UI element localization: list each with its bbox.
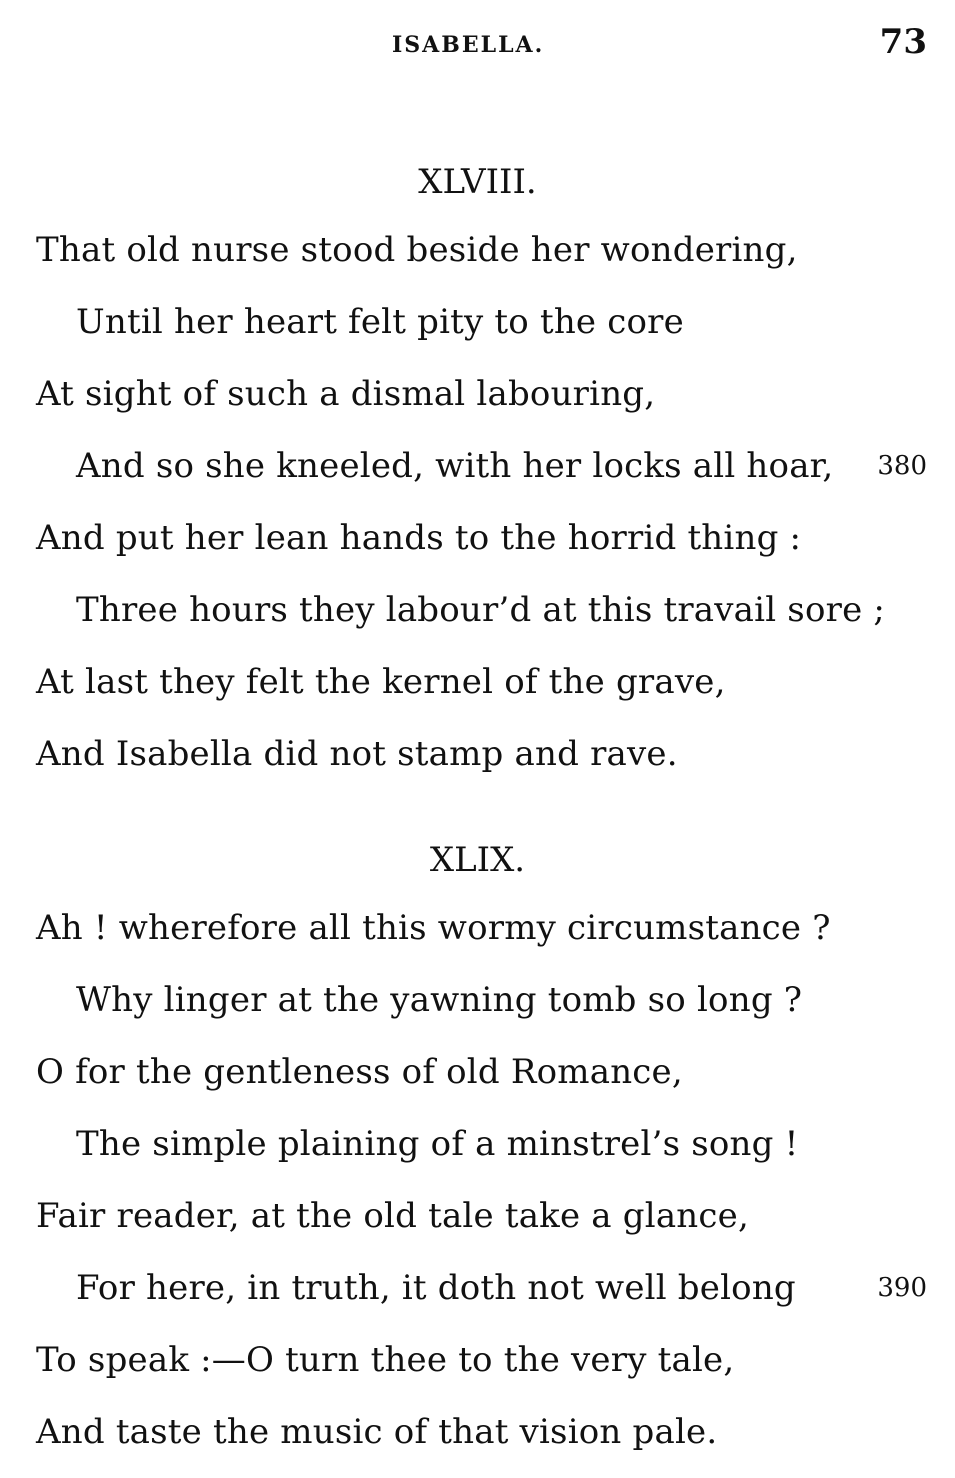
- stanza-number: XLVIII.: [418, 162, 537, 202]
- poem-line: At last they felt the kernel of the grave,: [36, 662, 726, 702]
- poem-line: For here, in truth, it doth not well belong: [76, 1268, 796, 1308]
- stanza-number: XLIX.: [429, 840, 526, 880]
- poem-line: At sight of such a dismal labouring,: [36, 374, 656, 414]
- poem-line: Until her heart felt pity to the core: [76, 302, 684, 342]
- poem-line: Three hours they labour’d at this travail sore ;: [76, 590, 886, 630]
- poem-line: Ah ! wherefore all this wormy circumstance ?: [36, 908, 831, 948]
- poem-line: The simple plaining of a minstrel’s song !: [76, 1124, 799, 1164]
- poem-line: Fair reader, at the old tale take a glance,: [36, 1196, 749, 1236]
- poem-line: Why linger at the yawning tomb so long ?: [76, 980, 803, 1020]
- line-number: 380: [877, 451, 927, 481]
- poem-line: And so she kneeled, with her locks all hoar,: [76, 446, 834, 486]
- poem-line: And put her lean hands to the horrid thing :: [36, 518, 802, 558]
- running-head: ISABELLA.: [392, 32, 545, 58]
- poem-line: And Isabella did not stamp and rave.: [36, 734, 678, 774]
- poem-line: That old nurse stood beside her wondering,: [36, 230, 798, 270]
- page-number: 73: [879, 22, 927, 62]
- poem-line: And taste the music of that vision pale.: [36, 1412, 718, 1452]
- line-number: 390: [877, 1273, 927, 1303]
- poem-line: To speak :—O turn thee to the very tale,: [36, 1340, 735, 1380]
- poem-line: O for the gentleness of old Romance,: [36, 1052, 683, 1092]
